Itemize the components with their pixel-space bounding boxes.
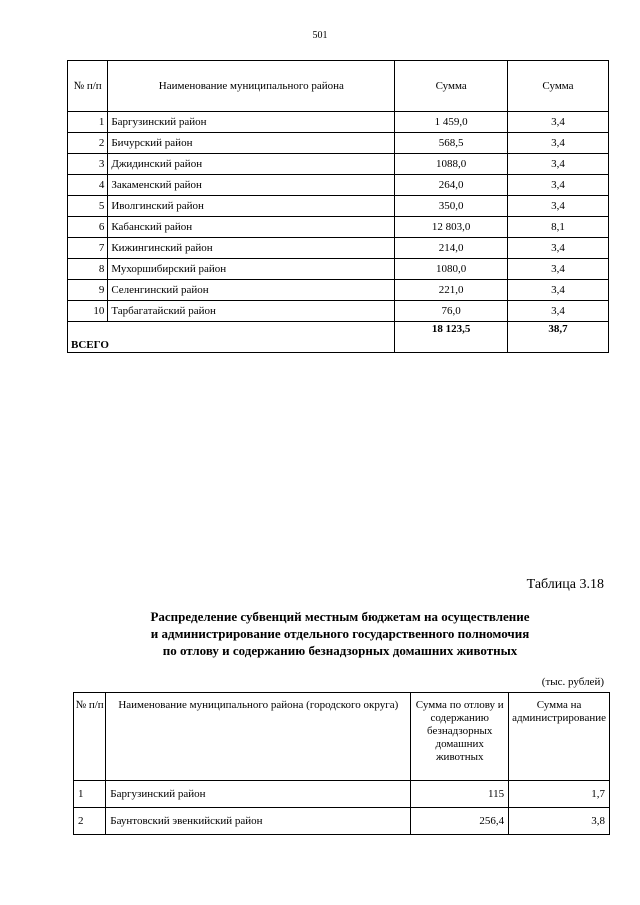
header-sum1: Сумма по отлову и содержанию безнадзорных домашних животных (411, 693, 509, 781)
row-name: Кижингинский район (108, 238, 395, 259)
table-row (74, 808, 610, 835)
subsidy-table-1 (67, 60, 609, 353)
table-number-label: Таблица 3.18 (526, 577, 604, 592)
subsidy-table-2 (73, 692, 610, 835)
header-num: № п/п (74, 693, 106, 781)
row-sum1: 1088,0 (395, 154, 508, 175)
title-line: по отлову и содержанию безнадзорных домашних животных (162, 643, 518, 658)
table-header-row (68, 61, 609, 112)
row-sum2: 3,8 (509, 808, 610, 835)
row-num: 3 (68, 154, 108, 175)
row-sum2: 3,4 (508, 133, 609, 154)
header-name: Наименование муниципального района (108, 61, 395, 112)
row-name: Джидинский район (108, 154, 395, 175)
row-sum1: 115 (411, 781, 509, 808)
row-sum1: 12 803,0 (395, 217, 508, 238)
table-header-row (74, 693, 610, 781)
row-sum1: 350,0 (395, 196, 508, 217)
table-row (68, 280, 609, 301)
row-num: 4 (68, 175, 108, 196)
row-sum1: 1 459,0 (395, 112, 508, 133)
row-num: 5 (68, 196, 108, 217)
row-num: 2 (68, 133, 108, 154)
row-sum1: 76,0 (395, 301, 508, 322)
row-name: Кабанский район (108, 217, 395, 238)
row-sum1: 568,5 (395, 133, 508, 154)
header-num: № п/п (68, 61, 108, 112)
row-sum1: 264,0 (395, 175, 508, 196)
row-name: Закаменский район (108, 175, 395, 196)
row-name: Баунтовский эвенкийский район (106, 808, 411, 835)
total-row (68, 322, 609, 353)
table-row (68, 154, 609, 175)
row-sum2: 8,1 (508, 217, 609, 238)
row-sum2: 3,4 (508, 154, 609, 175)
table-row (74, 781, 610, 808)
row-sum2: 3,4 (508, 112, 609, 133)
row-name: Тарбагатайский район (108, 301, 395, 322)
row-num: 1 (74, 781, 106, 808)
row-sum2: 3,4 (508, 175, 609, 196)
table-row (68, 301, 609, 322)
row-num: 7 (68, 238, 108, 259)
row-num: 2 (74, 808, 106, 835)
row-num: 1 (68, 112, 108, 133)
row-sum1: 256,4 (411, 808, 509, 835)
title-line: Распределение субвенций местным бюджетам на осуществление (150, 609, 530, 624)
row-num: 8 (68, 259, 108, 280)
row-sum2: 1,7 (509, 781, 610, 808)
row-name: Баргузинский район (106, 781, 411, 808)
header-name: Наименование муниципального района (городского округа) (106, 693, 411, 781)
table-row (68, 238, 609, 259)
table-title (60, 608, 620, 659)
row-num: 6 (68, 217, 108, 238)
row-num: 9 (68, 280, 108, 301)
table-row (68, 196, 609, 217)
table-row (68, 217, 609, 238)
total-sum1: 18 123,5 (395, 322, 508, 353)
row-sum2: 3,4 (508, 280, 609, 301)
header-sum2: Сумма (508, 61, 609, 112)
total-label: ВСЕГО (68, 322, 395, 353)
table-row (68, 112, 609, 133)
row-sum2: 3,4 (508, 259, 609, 280)
row-sum2: 3,4 (508, 238, 609, 259)
table-row (68, 259, 609, 280)
row-sum1: 1080,0 (395, 259, 508, 280)
row-sum1: 214,0 (395, 238, 508, 259)
total-sum2: 38,7 (508, 322, 609, 353)
title-line: и администрирование отдельного государственного полномочия (150, 626, 530, 641)
row-sum2: 3,4 (508, 301, 609, 322)
row-num: 10 (68, 301, 108, 322)
table-row (68, 133, 609, 154)
row-name: Бичурский район (108, 133, 395, 154)
header-sum2: Сумма на администрирование (509, 693, 610, 781)
table-row (68, 175, 609, 196)
header-sum1: Сумма (395, 61, 508, 112)
row-name: Иволгинский район (108, 196, 395, 217)
row-name: Мухоршибирский район (108, 259, 395, 280)
row-sum2: 3,4 (508, 196, 609, 217)
row-sum1: 221,0 (395, 280, 508, 301)
row-name: Селенгинский район (108, 280, 395, 301)
page-number: 501 (312, 30, 328, 41)
unit-note: (тыс. рублей) (541, 676, 604, 688)
row-name: Баргузинский район (108, 112, 395, 133)
